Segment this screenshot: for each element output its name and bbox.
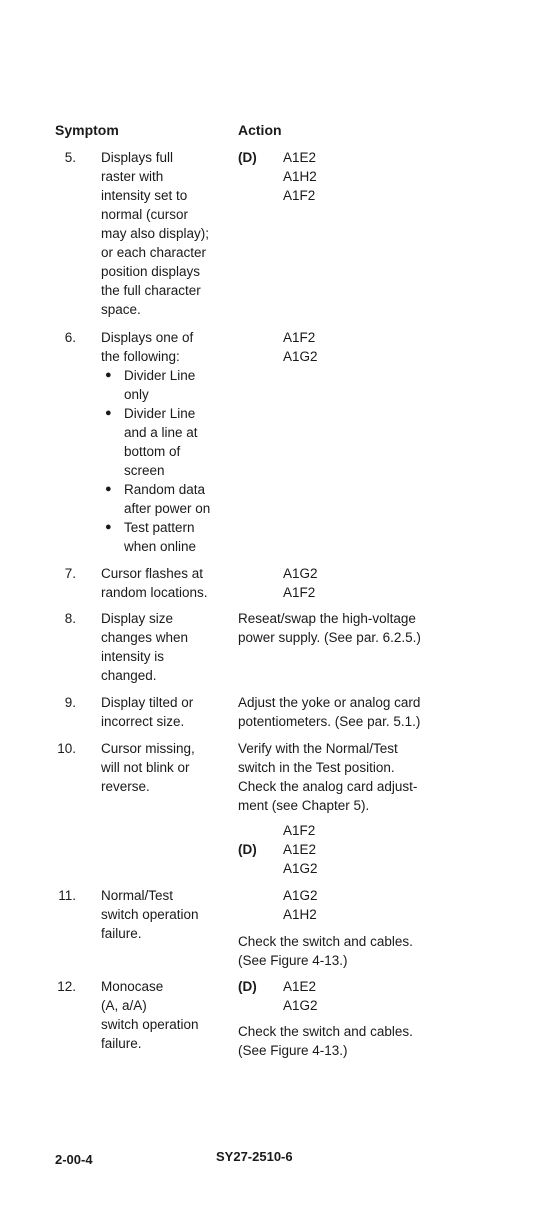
symptom-text: Cursor flashes at random locations. (101, 566, 208, 600)
bullet-item: ● Test pattern when online (101, 518, 210, 556)
symptom-text: Cursor missing, will not blink or reverse. (101, 741, 195, 794)
action-text: Reseat/swap the high-voltage power supply. (See par. 6.2.5.) (238, 611, 421, 645)
deferred-tag: (D) (238, 150, 257, 165)
card-codes: A1E2 A1H2 A1F2 (283, 150, 317, 203)
bullet-item: ● Divider Line only (101, 366, 210, 404)
symptom-text: Display tilted or incorrect size. (101, 695, 194, 729)
row-number: 6. (64, 330, 76, 345)
symptom-text: Displays full raster with intensity set to normal (cursor may also display); or each character position displays the full character space. (101, 150, 210, 317)
card-codes: A1E2 A1G2 (283, 979, 318, 1013)
row-number: 5. (64, 150, 76, 165)
bullet-item: ● Divider Line and a line at bottom of screen (101, 404, 210, 480)
symptom-text: Normal/Test switch operation failure. (101, 888, 199, 941)
bullet-item: ● Random data after power on (101, 480, 210, 518)
row-number: 9. (64, 695, 76, 710)
page-number: 2-00-4 (55, 1152, 93, 1167)
document-number: SY27-2510-6 (216, 1149, 293, 1164)
action-text: Verify with the Normal/Test switch in the Test position. Check the analog card adjust- ment (see Chapter 5). (238, 741, 418, 813)
symptom-text: Displays one of the following: ● Divider Line only ● Divider Line and a line at bottom of screen ● Random data after power on ● Test pattern when online (101, 328, 210, 556)
card-codes: A1F2 A1G2 (283, 330, 318, 364)
symptom-text: Display size changes when intensity is changed. (101, 611, 189, 683)
action-text: Check the switch and cables. (See Figure 4-13.) (238, 934, 413, 968)
row-number: 7. (64, 566, 76, 581)
symptom-header: Symptom (55, 122, 119, 138)
card-codes: A1G2 A1H2 (283, 888, 318, 922)
deferred-tag: (D) (238, 842, 257, 857)
row-number: 12. (57, 979, 76, 994)
symptom-text: Monocase (A, a/A) switch operation failure. (101, 979, 199, 1051)
row-number: 11. (58, 888, 76, 903)
deferred-tag: (D) (238, 979, 257, 994)
row-number: 10. (57, 741, 76, 756)
card-codes: A1F2 A1E2 A1G2 (283, 823, 318, 876)
action-header: Action (238, 122, 282, 138)
card-codes: A1G2 A1F2 (283, 566, 318, 600)
action-text: Adjust the yoke or analog card potentiometers. (See par. 5.1.) (238, 695, 421, 729)
row-number: 8. (64, 611, 76, 626)
action-text: Check the switch and cables. (See Figure 4-13.) (238, 1024, 413, 1058)
